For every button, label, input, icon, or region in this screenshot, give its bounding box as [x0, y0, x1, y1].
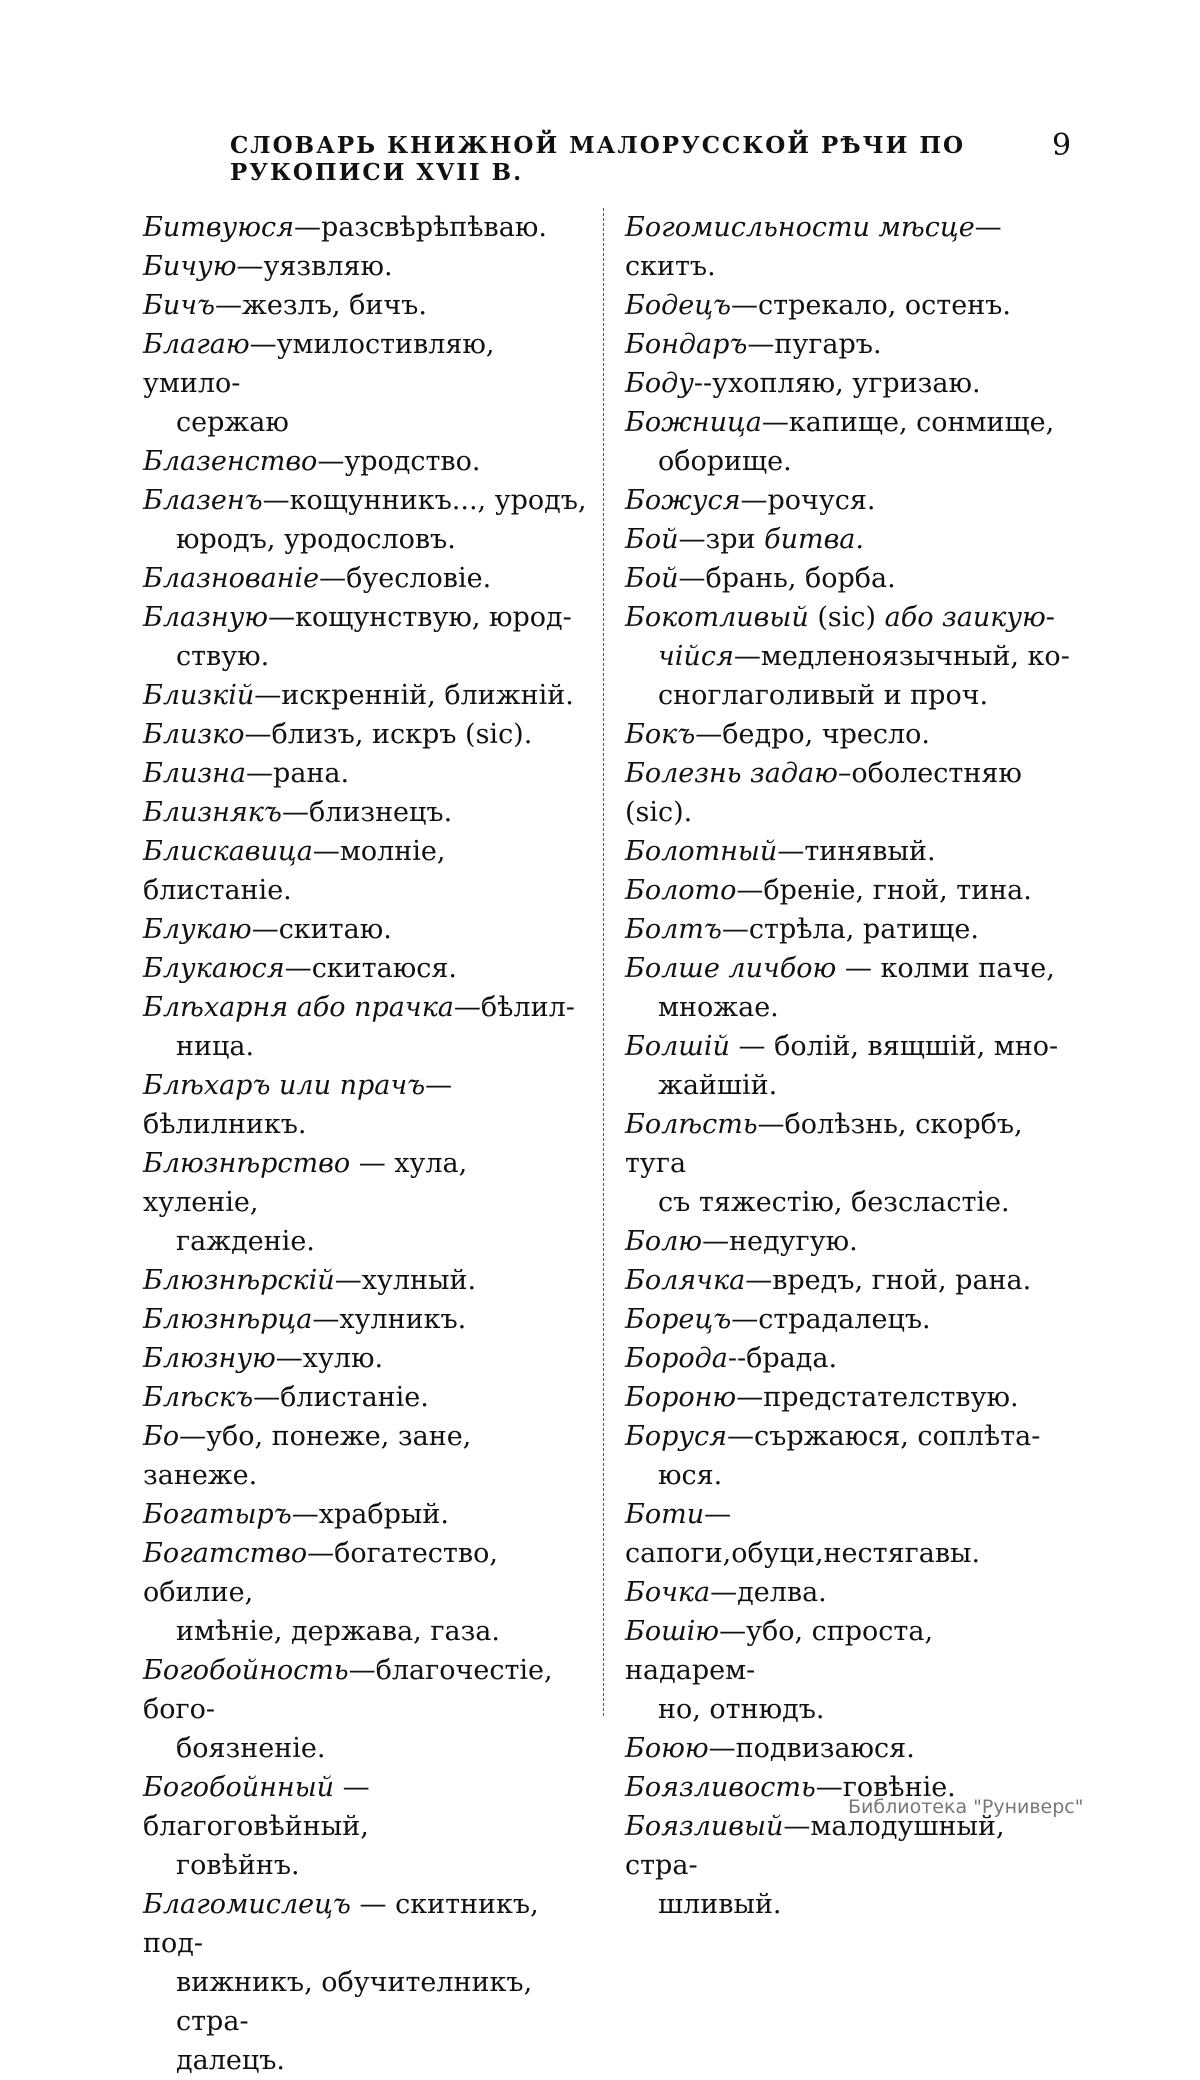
entry-separator: —	[307, 1538, 335, 1569]
entry-separator: —	[736, 875, 764, 906]
entry-definition: стрѣла, ратище.	[748, 914, 979, 945]
entry-separator: —	[704, 1499, 732, 1530]
entry-headword: Боязливый	[625, 1811, 784, 1842]
entry-continuation-text: вижникъ, обучителникъ, стра-	[176, 1967, 533, 2037]
entry-separator: —	[702, 1226, 730, 1257]
entry-headword: Близкій	[143, 680, 255, 711]
entry-definition: сържаюся, соплѣта-	[754, 1421, 1041, 1452]
dictionary-entry	[143, 286, 588, 325]
entry-separator: —	[708, 1733, 736, 1764]
dictionary-entry	[625, 598, 1070, 715]
entry-separator: —	[783, 1811, 811, 1842]
entry-definition: убо, понеже, зане, занеже.	[143, 1421, 472, 1491]
entry-headword: Боти	[625, 1499, 705, 1530]
entry-definition: предстателствую.	[763, 1382, 1019, 1413]
entry-definition: сапоги,обуци,нестягавы.	[625, 1538, 981, 1569]
entry-continuation-text: шливый.	[658, 1889, 782, 1920]
entry-definition: скитникъ, под-	[143, 1889, 539, 1959]
dictionary-entry	[143, 442, 588, 481]
entry-definition: болій, вящшій, мно-	[774, 1031, 1059, 1062]
entry-headword: Болячка	[625, 1265, 746, 1296]
entry-separator: —	[215, 290, 243, 321]
entry-definition: тинявый.	[804, 836, 936, 867]
entry-headword: Болезнь задаю	[625, 758, 838, 789]
entry-continuation	[625, 1456, 1070, 1495]
entry-definition: храбрый.	[318, 1499, 449, 1530]
dictionary-entry	[625, 1417, 1070, 1495]
entry-separator: —	[710, 1577, 738, 1608]
entry-continuation	[143, 1729, 588, 1768]
entry-headword: Бичую	[143, 251, 237, 282]
right-column	[625, 208, 1070, 1924]
entry-definition: близъ, искръ (sic).	[271, 719, 533, 750]
left-column	[143, 208, 588, 2080]
entry-definition: убо, спроста, надарем-	[625, 1616, 934, 1686]
entry-definition: колми паче,	[880, 953, 1055, 984]
entry-continuation-text: множае.	[658, 992, 779, 1023]
entry-separator: —	[727, 1421, 755, 1452]
entry-definition: уязвляю.	[263, 251, 393, 282]
entry-headword: Болшій	[625, 1031, 730, 1062]
entry-separator: --	[727, 1343, 747, 1374]
entry-separator: —	[312, 836, 340, 867]
entry-headword: Близнякъ	[143, 797, 282, 828]
entry-separator: —	[425, 1070, 453, 1101]
entry-definition: кощунствую, юрод-	[295, 602, 572, 633]
entry-headword: Блюзную	[143, 1343, 276, 1374]
dictionary-entry	[625, 1729, 1070, 1768]
dictionary-entry	[625, 1378, 1070, 1417]
entry-continuation	[143, 1612, 588, 1651]
entry-headword: Богобойность	[143, 1655, 349, 1686]
entry-definition: скитаю.	[278, 914, 392, 945]
entry-definition: блистаніе.	[280, 1382, 429, 1413]
entry-definition: подвизаюся.	[735, 1733, 915, 1764]
dictionary-entry	[625, 1807, 1070, 1924]
entry-separator: —	[736, 1382, 764, 1413]
dictionary-entry	[143, 1495, 588, 1534]
entry-headword: Боязливость	[625, 1772, 816, 1803]
entry-separator: —	[236, 251, 264, 282]
library-watermark: Библиотека "Руниверс"	[848, 1796, 1084, 1818]
dictionary-entry	[625, 754, 1070, 832]
dictionary-entry	[625, 1573, 1070, 1612]
entry-separator: —	[179, 1421, 207, 1452]
column-divider	[603, 208, 604, 1716]
entry-separator: —	[293, 212, 321, 243]
dictionary-entry	[143, 1261, 588, 1300]
dictionary-entry	[143, 1378, 588, 1417]
entry-separator: —	[719, 1616, 747, 1647]
entry-headword: Божница	[625, 407, 762, 438]
entry-separator: —	[350, 1148, 395, 1179]
entry-separator: —	[268, 602, 296, 633]
entry-separator: —	[334, 1265, 362, 1296]
entry-headword: Блюзнѣрца	[143, 1304, 313, 1335]
entry-headword: Болтъ	[625, 914, 722, 945]
entry-continuation	[625, 1066, 1070, 1105]
entry-headword: Блазнованіе	[143, 563, 320, 594]
entry-definition: капище, сонмище,	[788, 407, 1055, 438]
entry-definition: буесловіе.	[346, 563, 492, 594]
entry-continuation-text: имѣніе, держава, газа.	[176, 1616, 500, 1647]
entry-definition: говѣніе.	[842, 1772, 956, 1803]
entry-headword: Болѣсть	[625, 1109, 758, 1140]
entry-headword: Болше личбою	[625, 953, 837, 984]
entry-definition: (sic)	[817, 602, 885, 633]
entry-continuation	[625, 1885, 1070, 1924]
dictionary-entry	[143, 1417, 588, 1495]
dictionary-entry	[625, 559, 1070, 598]
entry-headword: Благаю	[143, 329, 250, 360]
entry-headword: Блазенство	[143, 446, 318, 477]
dictionary-entry	[625, 1027, 1070, 1105]
entry-headword: Бой	[625, 563, 679, 594]
entry-separator: —	[740, 485, 768, 516]
entry-definition: бѣлилникъ.	[143, 1109, 307, 1140]
dictionary-entry	[625, 1261, 1070, 1300]
entry-headword: Борода	[625, 1343, 728, 1374]
dictionary-entry	[625, 481, 1070, 520]
entry-separator: —	[317, 446, 345, 477]
entry-continuation-text: жайшій.	[658, 1070, 778, 1101]
entry-headword: Близко	[143, 719, 245, 750]
entry-headword: Битвуюся	[143, 212, 294, 243]
entry-definition: разсвѣрѣпѣваю.	[320, 212, 547, 243]
entry-headword: Бой	[625, 524, 679, 555]
entry-definition: пугаръ.	[774, 329, 882, 360]
entry-headword: Борецъ	[625, 1304, 732, 1335]
entry-separator: —	[974, 212, 1002, 243]
entry-separator: —	[275, 1343, 303, 1374]
entry-definition: богатество, обилие,	[143, 1538, 498, 1608]
dictionary-entry	[625, 1339, 1070, 1378]
entry-separator: —	[249, 329, 277, 360]
entry-headword: Блукаю	[143, 914, 252, 945]
dictionary-entry	[625, 910, 1070, 949]
entry-definition: хулный.	[361, 1265, 477, 1296]
entry-definition: зри	[705, 524, 765, 555]
entry-separator: —	[251, 914, 279, 945]
dictionary-entry	[625, 832, 1070, 871]
entry-headword: Богатство	[143, 1538, 308, 1569]
entry-separator: --	[693, 368, 713, 399]
entry-definition: стрекало, остенъ.	[758, 290, 1011, 321]
entry-continuation	[625, 1690, 1070, 1729]
entry-continuation-text: сержаю	[176, 407, 289, 438]
dictionary-entry	[625, 1612, 1070, 1729]
dictionary-entry	[143, 949, 588, 988]
entry-headword: Блѣскъ	[143, 1382, 254, 1413]
entry-continuation	[143, 637, 588, 676]
entry-headword: Блискавица	[143, 836, 313, 867]
entry-definition: молніе, блистаніе.	[143, 836, 446, 906]
entry-continuation	[625, 637, 1070, 676]
dictionary-entry	[143, 1339, 588, 1378]
dictionary-entry	[625, 1300, 1070, 1339]
dictionary-entry	[143, 910, 588, 949]
entry-continuation-text: гажденіе.	[176, 1226, 315, 1257]
dictionary-entry	[143, 676, 588, 715]
entry-definition: вредъ, гной, рана.	[772, 1265, 1032, 1296]
entry-separator: —	[348, 1655, 376, 1686]
entry-continuation-2: далецъ.	[176, 2045, 285, 2076]
dictionary-entry	[143, 208, 588, 247]
entry-definition: хулю.	[302, 1343, 384, 1374]
dictionary-entry	[143, 715, 588, 754]
dictionary-entry	[625, 1495, 1070, 1573]
entry-continuation	[143, 1846, 588, 1885]
entry-separator: —	[350, 1889, 396, 1920]
header-title: СЛОВАРЬ КНИЖНОЙ МАЛОРУССКОЙ РѢЧИ ПО РУКОПИСИ XVII В.	[230, 132, 966, 186]
entry-separator: —	[731, 290, 759, 321]
entry-continuation-text: юся.	[658, 1460, 723, 1491]
entry-headword: Болото	[625, 875, 737, 906]
entry-continuation	[625, 442, 1070, 481]
dictionary-entry	[143, 988, 588, 1066]
entry-continuation	[625, 1183, 1070, 1222]
entry-headword: Богобойнный	[143, 1772, 335, 1803]
entry-separator: —	[815, 1772, 843, 1803]
entry-separator: –	[837, 758, 852, 789]
entry-headword: Бокъ	[625, 719, 696, 750]
entry-headword: Блѣхаръ или прачъ	[143, 1070, 426, 1101]
entry-headword: Бичъ	[143, 290, 216, 321]
entry-headword: Болю	[625, 1226, 703, 1257]
entry-definition: скитъ.	[625, 251, 716, 282]
entry-definition: ухопляю, угризаю.	[712, 368, 981, 399]
entry-definition: кощунникъ..., уродъ,	[289, 485, 587, 516]
entry-continuation-text: —медленоязычный, ко-	[733, 641, 1070, 672]
entry-separator: —	[291, 1499, 319, 1530]
entry-continuation-text: оборище.	[658, 446, 792, 477]
entry-separator: —	[334, 1772, 370, 1803]
entry-continuation-text: съ тяжестію, безсластіе.	[658, 1187, 1010, 1218]
entry-continuation	[143, 1027, 588, 1066]
dictionary-entry	[625, 364, 1070, 403]
entry-separator: —	[312, 1304, 340, 1335]
entry-continuation	[143, 403, 588, 442]
entry-definition-italic: або заикую-	[884, 602, 1055, 633]
entry-definition: искренній, ближній.	[281, 680, 574, 711]
dictionary-entry	[625, 520, 1070, 559]
entry-headword: Бошію	[625, 1616, 720, 1647]
entry-headword: Бондаръ	[625, 329, 748, 360]
entry-continuation-text: ствую.	[176, 641, 270, 672]
entry-headword: Благомислецъ	[143, 1889, 351, 1920]
entry-headword: Бороню	[625, 1382, 737, 1413]
dictionary-entry	[143, 325, 588, 442]
dictionary-entry	[143, 1651, 588, 1768]
entry-separator: —	[745, 1265, 773, 1296]
entry-headword: Близна	[143, 758, 247, 789]
entry-headword: Болотный	[625, 836, 778, 867]
dictionary-entry	[143, 598, 588, 676]
entry-continuation	[625, 988, 1070, 1027]
entry-headword: Бочка	[625, 1577, 711, 1608]
entry-headword: Блукаюся	[143, 953, 285, 984]
entry-headword: Блюзнѣрство	[143, 1148, 351, 1179]
entry-headword: Блѣхарня або прачка	[143, 992, 454, 1023]
dictionary-entry	[143, 1300, 588, 1339]
entry-headword: Боду	[625, 368, 694, 399]
entry-separator: —	[253, 1382, 281, 1413]
entry-definition: скитаюся.	[311, 953, 457, 984]
dictionary-entry	[143, 559, 588, 598]
dictionary-entry	[625, 949, 1070, 1027]
entry-separator: —	[244, 719, 272, 750]
entry-headword: Бокотливый	[625, 602, 809, 633]
dictionary-entry	[143, 247, 588, 286]
entry-separator: —	[246, 758, 274, 789]
entry-continuation	[143, 1963, 588, 2041]
entry-definition: рана.	[273, 758, 350, 789]
dictionary-entry	[625, 715, 1070, 754]
dictionary-entry	[143, 1534, 588, 1651]
entry-definition: бѣлил-	[480, 992, 575, 1023]
entry-separator: —	[729, 1031, 775, 1062]
entry-definition: брада.	[746, 1343, 838, 1374]
dictionary-entry	[143, 1768, 588, 1885]
entry-definition: малодушный, стра-	[625, 1811, 1005, 1881]
dictionary-entry	[143, 1885, 588, 2080]
dictionary-entry	[143, 832, 588, 910]
entry-headword: Боюю	[625, 1733, 709, 1764]
dictionary-entry	[625, 1222, 1070, 1261]
entry-separator: —	[678, 563, 706, 594]
entry-continuation-text: говѣйнъ.	[176, 1850, 300, 1881]
entry-headword: Богатыръ	[143, 1499, 292, 1530]
entry-continuation	[143, 520, 588, 559]
entry-headword: Боруся	[625, 1421, 728, 1452]
entry-separator: —	[262, 485, 290, 516]
entry-headword: Божуся	[625, 485, 741, 516]
entry-definition: хулникъ.	[339, 1304, 467, 1335]
entry-definition-italic: битва.	[764, 524, 864, 555]
entry-separator: —	[721, 914, 749, 945]
dictionary-entry	[143, 793, 588, 832]
entry-headword: Блазенъ	[143, 485, 263, 516]
entry-headword: Богомисльности мѣсце	[625, 212, 975, 243]
entry-separator: —	[319, 563, 347, 594]
entry-definition: уродство.	[344, 446, 481, 477]
dictionary-entry	[143, 754, 588, 793]
entry-separator: —	[747, 329, 775, 360]
entry-headword: Бо	[143, 1421, 180, 1452]
entry-separator: —	[836, 953, 881, 984]
dictionary-entry	[625, 1105, 1070, 1222]
entry-definition: рочуся.	[767, 485, 876, 516]
entry-definition: оболестняю (sic).	[625, 758, 1022, 828]
entry-continuation-text: но, отнюдъ.	[658, 1694, 825, 1725]
page-number: 9	[1052, 128, 1072, 163]
entry-definition: хула, хуленіе,	[143, 1148, 468, 1218]
entry-separator: —	[284, 953, 312, 984]
entry-separator: —	[281, 797, 309, 828]
entry-definition: брань, борба.	[705, 563, 896, 594]
dictionary-entry	[625, 208, 1070, 286]
entry-definition: страдалецъ.	[758, 1304, 931, 1335]
entry-separator: —	[695, 719, 723, 750]
dictionary-entry	[143, 1144, 588, 1261]
entry-separator: —	[757, 1109, 785, 1140]
dictionary-entry	[625, 403, 1070, 481]
entry-definition: благоговѣйный,	[143, 1811, 369, 1842]
dictionary-entry	[143, 481, 588, 559]
entry-definition: бедро, чресло.	[722, 719, 931, 750]
running-header	[230, 132, 1070, 186]
entry-continuation-text: юродъ, уродословъ.	[176, 524, 456, 555]
entry-continuation	[143, 1222, 588, 1261]
entry-definition: бреніе, гной, тина.	[763, 875, 1032, 906]
entry-continuation-text: боязненіе.	[176, 1733, 326, 1764]
entry-definition: жезлъ, бичъ.	[242, 290, 427, 321]
entry-continuation-2: сноглаголивый и проч.	[658, 680, 989, 711]
entry-definition: недугую.	[729, 1226, 858, 1257]
entry-headword: Блазную	[143, 602, 269, 633]
entry-separator: —	[453, 992, 481, 1023]
entry-separator: —	[254, 680, 282, 711]
entry-continuation-italic: чійся	[658, 641, 734, 672]
entry-headword: Блюзнѣрскій	[143, 1265, 335, 1296]
entry-headword: Бодецъ	[625, 290, 732, 321]
entry-definition: благочестіе, бого-	[143, 1655, 553, 1725]
dictionary-entry	[625, 325, 1070, 364]
dictionary-entry	[143, 1066, 588, 1144]
entry-continuation-text: ница.	[176, 1031, 255, 1062]
entry-definition: болѣзнь, скорбъ, туга	[625, 1109, 1023, 1179]
entry-separator: —	[731, 1304, 759, 1335]
dictionary-entry	[625, 286, 1070, 325]
entry-separator: —	[777, 836, 805, 867]
entry-separator: —	[761, 407, 789, 438]
entry-definition: умилостивляю, умило-	[143, 329, 495, 399]
entry-separator: —	[678, 524, 706, 555]
dictionary-entry	[625, 871, 1070, 910]
entry-definition: делва.	[737, 1577, 827, 1608]
entry-definition: близнецъ.	[308, 797, 453, 828]
